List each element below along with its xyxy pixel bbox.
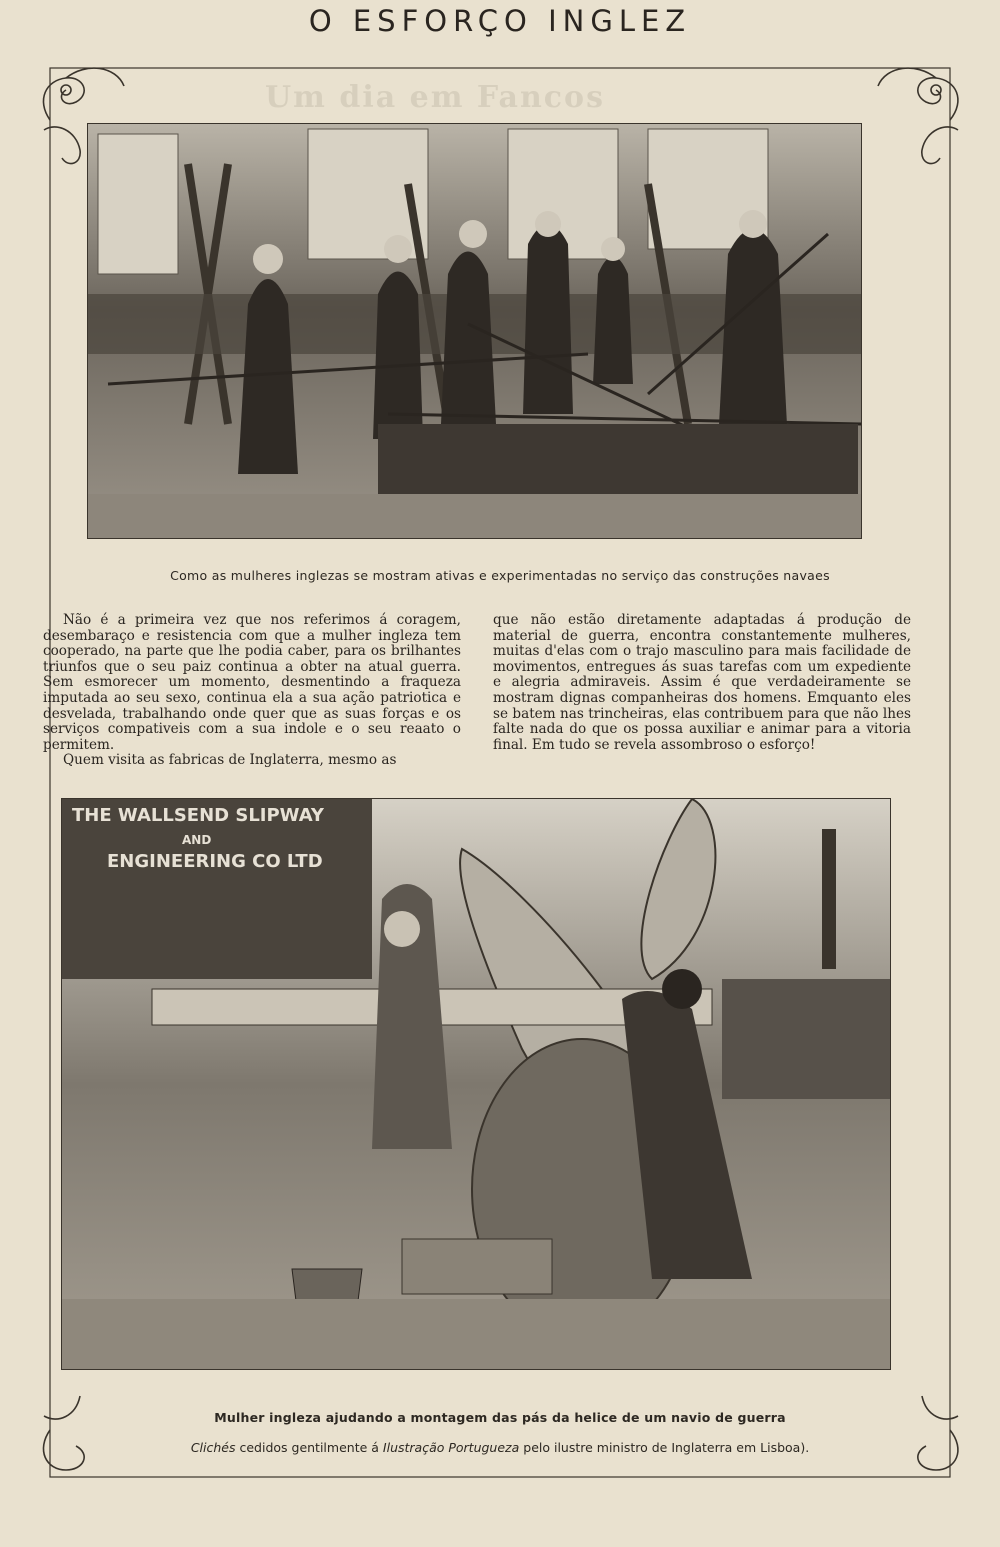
article-column-left — [43, 613, 461, 769]
credit-text-end: pelo ilustre ministro de Inglaterra em Lisboa). — [519, 1440, 810, 1455]
bleed-through-heading: Um dia em Fancos — [265, 80, 605, 115]
credit-cliches: Clichés — [190, 1440, 236, 1455]
factory-sign-line1: THE WALLSEND SLIPWAY — [72, 805, 324, 826]
credit-text: cedidos gentilmente á — [235, 1440, 383, 1455]
article-column-right — [493, 613, 911, 753]
photo-bottom-caption: Mulher ingleza ajudando a montagem das pás da helice de um navio de guerra — [214, 1410, 786, 1425]
page-title: O ESFORÇO INGLEZ — [308, 4, 692, 38]
photo-top-caption: Como as mulheres inglezas se mostram ativas e experimentadas no serviço das construções navaes — [170, 568, 830, 583]
factory-sign-line2: AND — [182, 833, 212, 847]
credit-publication: Ilustração Portugueza — [382, 1440, 520, 1455]
photo-women-shipbuilding — [87, 123, 862, 539]
factory-sign-line3: ENGINEERING CO LTD — [107, 851, 323, 872]
article-paragraph: Não é a primeira vez que nos referimos á coragem, desembaraço e resistencia com que a mulher ingleza tem cooperado, na parte que lhe podia caber, para os brilhantes triunfos que o seu paiz continua a obter na atual guerra. Sem esmorecer um momento, desmentindo a fraqueza imputada ao seu sexo, continua ela a sua ação patriotica e desvelada, trabalhando onde quer que as suas forças e os serviços compativeis com a sua indole e o seu reaato o permitem. — [43, 612, 461, 753]
article-paragraph: Quem visita as fabricas de Inglaterra, mesmo as — [63, 752, 397, 769]
photo-propeller-assembly — [61, 798, 891, 1370]
article-paragraph: que não estão diretamente adaptadas á produção de material de guerra, encontra constantemente mulheres, muitas d'elas com o trajo masculino para mais facilidade de movimentos, entregues ás suas tarefas com um expediente e alegria admiraveis. Assim é que verdadeiramente se mostram dignas companheiras dos homens. Emquanto eles se batem nas trincheiras, elas contribuem para que não lhes falte nada do que os possa auxiliar e animar para a vitoria final. Em tudo se revela assombroso o esforço! — [493, 612, 911, 753]
photo-credit — [0, 1440, 1000, 1455]
